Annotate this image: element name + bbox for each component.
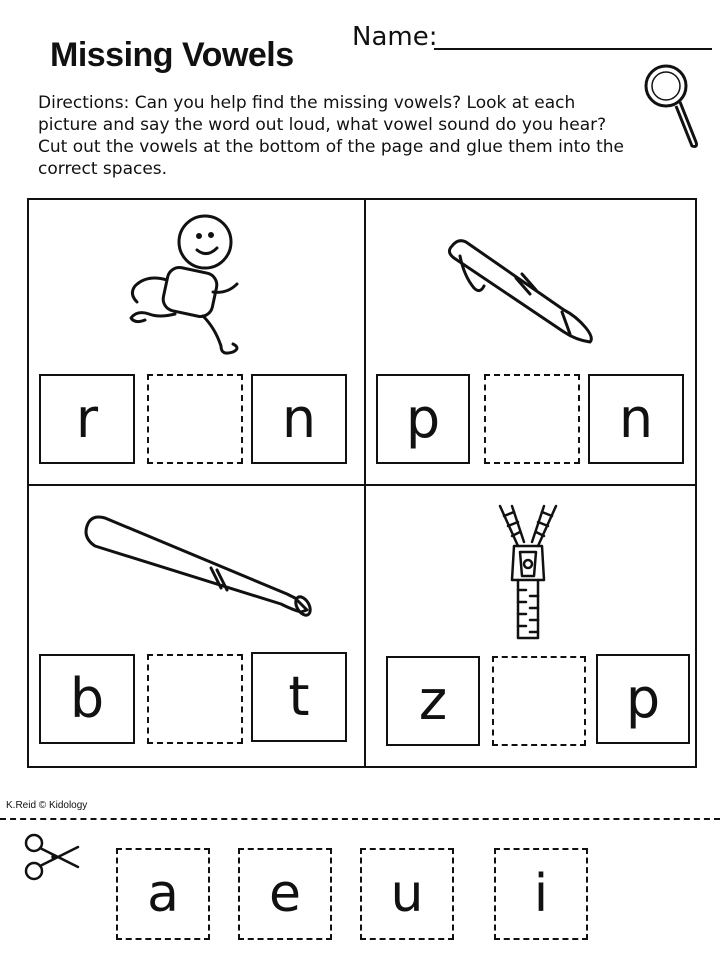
word-cell-run bbox=[29, 200, 364, 484]
page-title: Missing Vowels bbox=[50, 36, 294, 74]
vowel-drop-slot[interactable] bbox=[492, 656, 586, 746]
word-cell-zip bbox=[366, 486, 697, 770]
scissors-icon bbox=[22, 833, 82, 881]
word-cell-bat bbox=[29, 486, 364, 770]
letter-box-first: p bbox=[376, 374, 470, 464]
letter-box-first: z bbox=[386, 656, 480, 746]
word-grid bbox=[27, 198, 697, 768]
vowel-cutout-u[interactable]: u bbox=[360, 848, 454, 940]
vowel-drop-slot[interactable] bbox=[147, 654, 243, 744]
directions-text: Directions: Can you help find the missing vowels? Look at each picture and say the word out loud, what vowel sound do you hear? Cut out the vowels at the bottom of the page and glue them into the correct spaces. bbox=[38, 93, 624, 179]
letter-box-last: p bbox=[596, 654, 690, 744]
credit-text: K.Reid © Kidology bbox=[6, 800, 88, 811]
vowel-cutout-i[interactable]: i bbox=[494, 848, 588, 940]
vowel-cutout-a[interactable]: a bbox=[116, 848, 210, 940]
vowel-cutout-e[interactable]: e bbox=[238, 848, 332, 940]
zipper-icon bbox=[494, 502, 562, 642]
letter-box-last: t bbox=[251, 652, 347, 742]
letter-box-last: n bbox=[588, 374, 684, 464]
name-field[interactable] bbox=[352, 22, 712, 62]
running-stick-figure-icon bbox=[107, 214, 247, 364]
cut-line bbox=[0, 818, 720, 820]
letter-box-first: r bbox=[39, 374, 135, 464]
pen-icon bbox=[444, 236, 604, 344]
vowel-drop-slot[interactable] bbox=[484, 374, 580, 464]
word-cell-pen bbox=[366, 200, 697, 484]
vowel-drop-slot[interactable] bbox=[147, 374, 243, 464]
name-label: Name: bbox=[352, 22, 438, 52]
baseball-bat-icon bbox=[81, 512, 321, 622]
name-line[interactable] bbox=[434, 48, 712, 50]
letter-box-first: b bbox=[39, 654, 135, 744]
letter-box-last: n bbox=[251, 374, 347, 464]
magnifying-glass-icon bbox=[640, 60, 704, 152]
